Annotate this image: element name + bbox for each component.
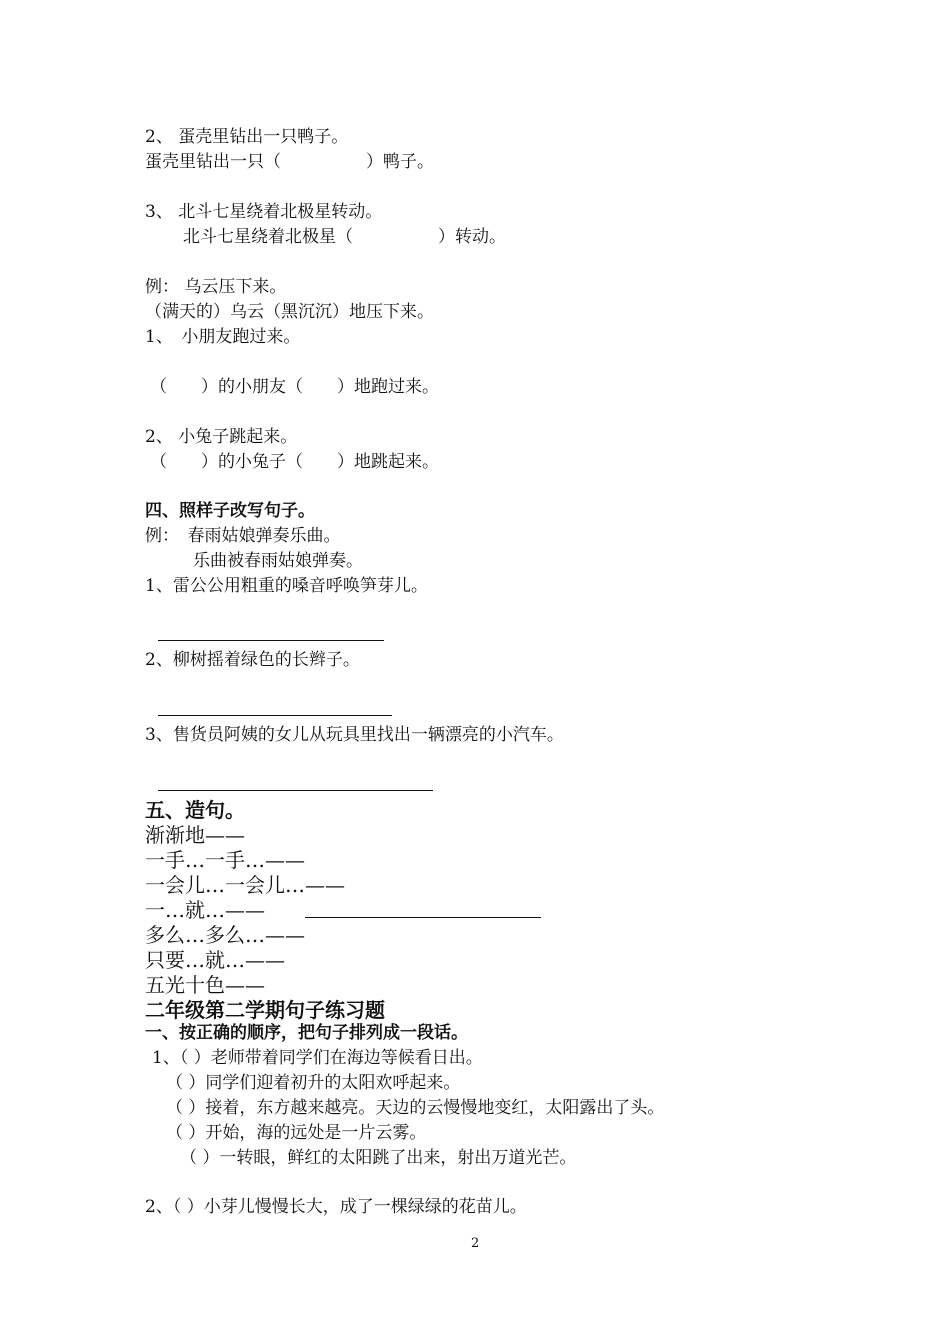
- part-2-section-1-heading: 一、按正确的顺序，把句子排列成一段话。: [145, 1023, 468, 1043]
- order-item-5: （ ）一转眼，鲜红的太阳跳了出来，射出万道光芒。: [180, 1148, 577, 1168]
- page-number: 2: [471, 1236, 480, 1251]
- q2-original: 2、 小兔子跳起来。: [145, 427, 298, 447]
- example-answer: （满天的）乌云（黑沉沉）地压下来。: [145, 302, 434, 322]
- sentence-item-3: 一会儿…一会儿…——: [145, 873, 345, 897]
- item2-fill: 蛋壳里钻出一只（ ）鸭子。: [145, 152, 434, 172]
- sentence-item-6: 只要…就…——: [145, 948, 285, 972]
- item3-original: 3、 北斗七星绕着北极星转动。: [145, 202, 383, 222]
- section-4-heading: 四、照样子改写句子。: [145, 501, 315, 521]
- sentence-item-1: 渐渐地——: [145, 823, 245, 847]
- item3-fill: 北斗七星绕着北极星（ ）转动。: [183, 227, 506, 247]
- answer-line-q3: [158, 790, 433, 791]
- answer-line-q2: [158, 715, 392, 716]
- sentence-item-2: 一手…一手…——: [145, 848, 305, 872]
- q1-fill: （ ）的小朋友（ ）地跑过来。: [150, 377, 439, 397]
- sentence-item-5: 多么…多么…——: [145, 923, 305, 947]
- section-4-q2: 2、柳树摇着绿色的长辫子。: [145, 650, 360, 670]
- section-4-example-line1: 例： 春雨姑娘弹奏乐曲。: [145, 526, 341, 546]
- order-item-3: （ ）接着，东方越来越亮。天边的云慢慢地变红，太阳露出了头。: [166, 1098, 665, 1118]
- section-4-q1: 1、雷公公用粗重的嗓音呼唤笋芽儿。: [145, 576, 428, 596]
- sentence-item-7: 五光十色——: [145, 973, 265, 997]
- part-2-title: 二年级第二学期句子练习题: [145, 998, 385, 1022]
- section-4-example-line2: 乐曲被春雨姑娘弹奏。: [193, 551, 363, 571]
- order-item-2: （ ）同学们迎着初升的太阳欢呼起来。: [166, 1073, 461, 1093]
- section-5-heading: 五、造句。: [145, 798, 245, 822]
- order-item-1: 1、（ ）老师带着同学们在海边等候看日出。: [152, 1048, 483, 1068]
- order-item-4: （ ）开始，海的远处是一片云雾。: [166, 1123, 427, 1143]
- section-4-q3: 3、售货员阿姨的女儿从玩具里找出一辆漂亮的小汽车。: [145, 725, 564, 745]
- q1-original: 1、 小朋友跑过来。: [145, 327, 301, 347]
- answer-line-q1: [158, 640, 384, 641]
- item2-original: 2、 蛋壳里钻出一只鸭子。: [145, 127, 349, 147]
- answer-line-sentence: [305, 917, 541, 918]
- example-label: 例： 乌云压下来。: [145, 277, 287, 297]
- q2-fill: （ ）的小兔子（ ）地跳起来。: [150, 452, 439, 472]
- sentence-item-4: 一…就…——: [145, 898, 265, 922]
- order-group2-item-1: 2、（ ）小芽儿慢慢长大，成了一棵绿绿的花苗儿。: [145, 1197, 527, 1217]
